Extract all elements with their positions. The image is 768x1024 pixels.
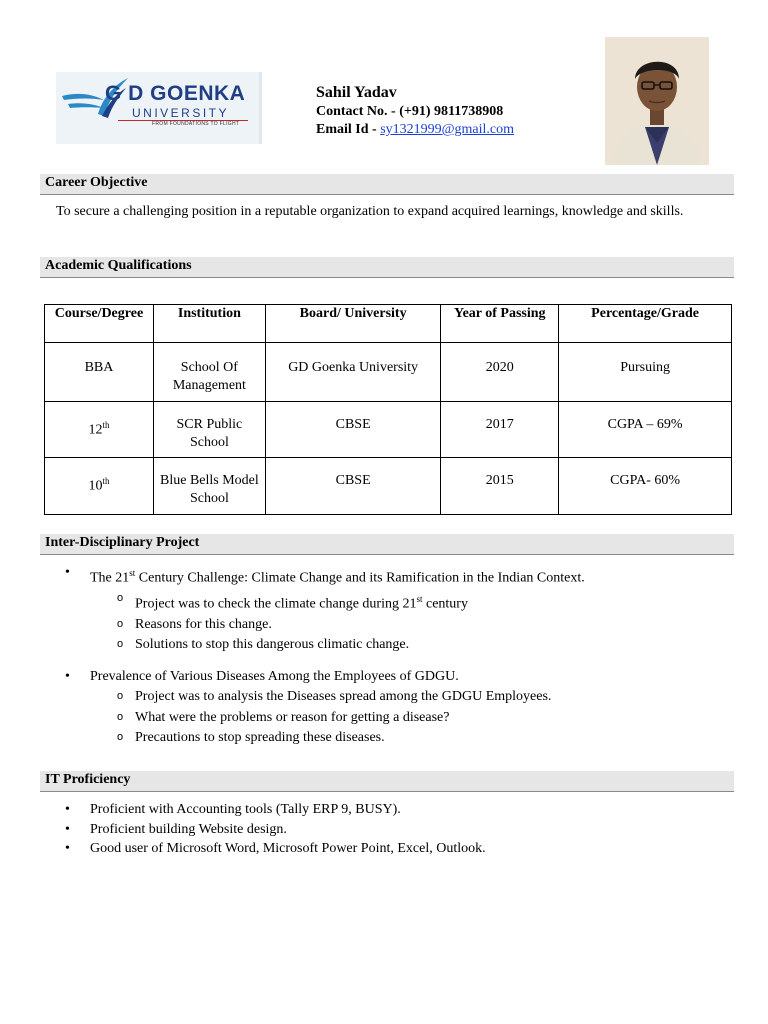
course-superscript: th [102,476,110,486]
item-superscript: st [416,593,423,604]
column-header: Percentage/Grade [559,305,732,343]
list-item [90,687,551,708]
item-text: Precautions to stop spreading these diseases. [135,730,385,745]
institution-cell: Blue Bells Model School [153,458,265,515]
course-text: 12 [88,422,103,438]
profile-photo [605,37,709,165]
career-objective-text: To secure a challenging position in a reputable organization to expand acquired learnings, knowledge and skills. [56,204,684,219]
column-header: Course/Degree [45,305,154,343]
list-item [90,615,585,636]
course-text: 10 [88,478,103,494]
person-portrait-icon [605,37,709,165]
table-header-row [45,305,732,343]
it-proficiency-header [40,771,734,792]
candidate-name: Sahil Yadav [316,84,397,101]
contact-value: (+91) 9811738908 [399,104,504,119]
logo-sub-text: UNIVERSITY [132,106,230,120]
section-title: Inter-Disciplinary Project [45,535,200,550]
grade-cell: CGPA – 69% [559,402,732,458]
project-header [40,534,734,555]
course-cell [45,458,154,515]
list-item [90,589,585,615]
institution-cell: School Of Management [153,343,265,402]
list-item [56,667,551,749]
project-title: The 21 [90,570,130,586]
title-superscript: st [129,568,136,578]
list-item: • Proficient with Accounting tools (Tally ERP 9, BUSY). [56,800,486,820]
list-item [56,563,585,656]
project-list [56,667,551,749]
year-cell: 2020 [441,343,559,402]
project-sublist [90,687,551,749]
board-cell: CBSE [265,458,441,515]
list-item [90,635,585,656]
item-text-rest: century [422,596,468,612]
project-title: Prevalence of Various Diseases Among the Employees of GDGU. [90,669,459,684]
table-row [45,458,732,515]
year-cell: 2015 [441,458,559,515]
project-title-rest: Century Challenge: Climate Change and its Ramification in the Indian Context. [135,570,585,586]
email-label: Email Id - [316,122,381,137]
column-header: Institution [153,305,265,343]
list-item: • Good user of Microsoft Word, Microsoft Power Point, Excel, Outlook. [56,839,486,859]
item-text: Project was to analysis the Diseases spread among the GDGU Employees. [135,689,552,704]
grade-cell: CGPA- 60% [559,458,732,515]
project-sublist [90,589,585,656]
course-cell [45,343,154,402]
item-text: What were the problems or reason for getting a disease? [135,709,450,725]
item-text: Project was to check the climate change during 21 [135,596,417,612]
course-text: BBA [84,360,114,375]
item-text: Reasons for this change. [135,616,272,632]
career-objective-header [40,174,734,195]
academic-qualifications-header [40,257,734,278]
year-cell: 2017 [441,402,559,458]
qualifications-table [44,304,732,515]
project-list [56,563,585,656]
section-title: IT Proficiency [45,772,131,787]
column-header: Year of Passing [441,305,559,343]
logo-tagline: FROM FOUNDATIONS TO FLIGHT [152,121,240,127]
board-cell: GD Goenka University [265,343,441,402]
email-line [316,122,514,138]
it-proficiency-list [56,800,486,859]
course-superscript: th [102,420,110,430]
contact-label: Contact No. - [316,104,400,119]
contact-number [316,104,503,120]
list-item [90,708,551,729]
table-row [45,402,732,458]
column-header: Board/ University [265,305,441,343]
list-item: • Proficient building Website design. [56,820,486,840]
grade-cell: Pursuing [559,343,732,402]
institution-cell: SCR Public School [153,402,265,458]
table-row [45,343,732,402]
course-cell [45,402,154,458]
section-title: Career Objective [45,175,148,190]
logo-main-text: G D GOENKA [105,82,246,105]
board-cell: CBSE [265,402,441,458]
list-item [90,728,551,749]
section-title: Academic Qualifications [45,258,192,273]
email-link[interactable]: sy1321999@gmail.com [380,122,515,137]
item-text: Solutions to stop this dangerous climatic change. [135,637,410,653]
